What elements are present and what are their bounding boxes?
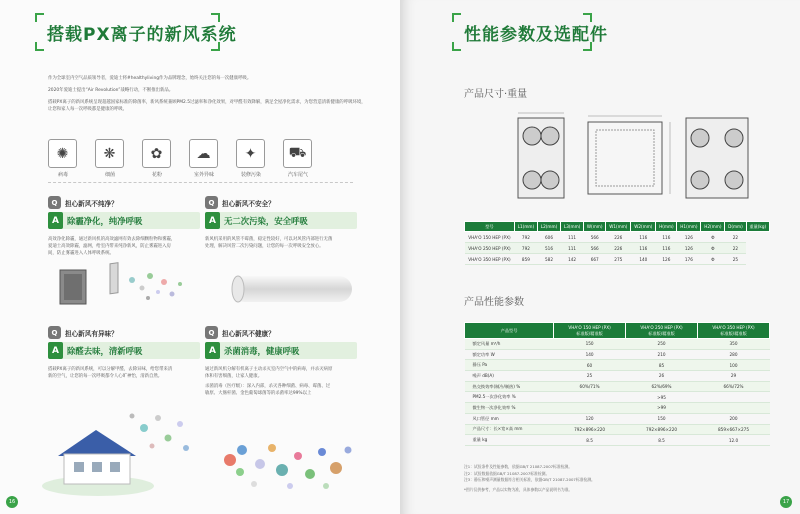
table-cell: 859 bbox=[514, 254, 537, 265]
qa-question: 担心新风不纯净？ bbox=[65, 199, 118, 208]
q-badge: Q bbox=[48, 196, 61, 209]
table-cell: 210 bbox=[626, 349, 698, 360]
feature-label: 汽车尾气 bbox=[287, 172, 308, 178]
table-cell: 142 bbox=[561, 254, 584, 265]
table-cell: 280 bbox=[698, 349, 770, 360]
feature-label: 室外异味 bbox=[193, 172, 214, 178]
molecule-illustration bbox=[210, 420, 360, 500]
qa-body: 杀菌消毒（医疗级）：深入内部，杀灭各种细菌、病毒、霉菌、过敏原、大肠杆菌、金色葡萄球菌等的杀菌率达99%以上 bbox=[205, 384, 331, 396]
qa-body: 新风机采用的风管不霉菌，稳定性较好，可以对风管内部进行无菌处理，解决风管二次污染问题，让您的每一次呼吸安全放心。 bbox=[205, 237, 333, 249]
intro-line-2: 2020年爱迪士提出“Air Revolution”战略行动，不断推出新品。 bbox=[48, 88, 174, 93]
q-badge: Q bbox=[205, 326, 218, 339]
qa-card-safety bbox=[205, 196, 357, 253]
qa-card-purity bbox=[48, 196, 200, 260]
table-cell bbox=[554, 403, 626, 414]
table-cell: 126 bbox=[677, 232, 701, 243]
table-row bbox=[465, 254, 770, 265]
table-cell: 额定功率 W bbox=[465, 349, 554, 360]
qa-body: 搭载PX离子的新风系统，可以分解甲醛，去除异味，给您带来清新的空气，让您的每一次呼吸都令人心旷神怡，清新自然。 bbox=[48, 367, 173, 379]
qa-body: 通过新风机分解有机离子主动杀灭室内空气中的病毒，并杀灭病原体和有害细菌，让家人健康。 bbox=[205, 367, 333, 379]
table-header-cell: VHA'O 350 HEP (PX) 标准版/精准版 bbox=[698, 323, 770, 339]
table-row bbox=[465, 339, 770, 350]
table-cell: 25 bbox=[554, 371, 626, 382]
feature-label: 花粉 bbox=[151, 172, 162, 178]
table-cell: 116 bbox=[656, 232, 677, 243]
footnote: *图片仅供参考，产品以实物为准，具体参数以产品说明书为准。 bbox=[464, 486, 573, 492]
table-cell: 29 bbox=[698, 371, 770, 382]
table-header-cell: W2(mm) bbox=[631, 222, 656, 232]
table-cell: 116 bbox=[656, 243, 677, 254]
table-cell: 606 bbox=[537, 232, 560, 243]
qa-question: 担心新风有异味？ bbox=[65, 329, 118, 338]
filter-illustration bbox=[52, 262, 192, 312]
a-badge: A bbox=[48, 342, 63, 359]
section-title-performance: 产品性能参数 bbox=[464, 297, 524, 308]
table-cell: >99 bbox=[626, 403, 698, 414]
virus-icon: ✺ bbox=[48, 139, 77, 168]
qa-answer: 无二次污染，安全呼吸 bbox=[224, 215, 308, 226]
footnote: 注1：试验条件及性能参数，依据GB/T 21087-2007标准检测。 bbox=[464, 464, 573, 469]
page-number-right: 17 bbox=[780, 496, 792, 508]
table-cell: 140 bbox=[554, 349, 626, 360]
a-badge: A bbox=[205, 342, 220, 359]
table-cell: 25 bbox=[725, 254, 746, 265]
house-illustration bbox=[40, 398, 200, 500]
table-cell: 226 bbox=[606, 232, 631, 243]
table-cell: 62%/69% bbox=[626, 381, 698, 392]
table-cell: VHA'O 350 HEP (PX) bbox=[465, 254, 515, 265]
table-cell: 116 bbox=[631, 232, 656, 243]
table-cell: 60%/71% bbox=[554, 381, 626, 392]
qa-question: 担心新风不健康？ bbox=[222, 329, 275, 338]
table-cell: 静压 Pa bbox=[465, 360, 554, 371]
qa-card-odor bbox=[48, 326, 200, 383]
table-cell: 120 bbox=[554, 413, 626, 424]
table-row bbox=[465, 243, 770, 254]
decoration-pollution-icon: ✦ bbox=[236, 139, 265, 168]
duct-illustration bbox=[222, 268, 362, 308]
table-cell bbox=[554, 392, 626, 403]
table-cell: 126 bbox=[656, 254, 677, 265]
left-page-title: 搭载PX离子的新风系统 bbox=[47, 24, 237, 45]
table-cell: 176 bbox=[677, 254, 701, 265]
car-exhaust-icon: ⛟ bbox=[283, 139, 312, 168]
table-header-cell: H2(mm) bbox=[701, 222, 725, 232]
footnotes bbox=[464, 464, 764, 493]
section-title-dimensions: 产品尺寸·重量 bbox=[464, 89, 528, 100]
table-cell: 60 bbox=[554, 360, 626, 371]
qa-card-health bbox=[205, 326, 357, 400]
table-cell: 100 bbox=[698, 360, 770, 371]
dimension-table bbox=[464, 221, 770, 265]
feature-label: 装修污染 bbox=[240, 172, 261, 178]
table-cell: 140 bbox=[631, 254, 656, 265]
table-cell: 22 bbox=[725, 232, 746, 243]
table-cell: 350 bbox=[698, 339, 770, 350]
feature-car-exhaust bbox=[283, 139, 313, 178]
a-badge: A bbox=[205, 212, 220, 229]
table-header-cell: VHA'O 150 HEP (PX) 标准版/精准版 bbox=[554, 323, 626, 339]
table-cell bbox=[698, 392, 770, 403]
table-cell: 792×896×220 bbox=[626, 424, 698, 435]
feature-virus bbox=[48, 139, 78, 178]
q-badge: Q bbox=[205, 196, 218, 209]
table-cell: Φ bbox=[701, 243, 725, 254]
table-cell: 566 bbox=[584, 232, 606, 243]
page-number-left: 16 bbox=[6, 496, 18, 508]
table-cell: 667 bbox=[584, 254, 606, 265]
table-cell: 250 bbox=[626, 339, 698, 350]
footnote: 注2：试验数据依据GB/T 21087-2007标准检测。 bbox=[464, 470, 550, 476]
table-row bbox=[465, 413, 770, 424]
table-row bbox=[465, 392, 770, 403]
table-cell: 111 bbox=[561, 232, 584, 243]
q-badge: Q bbox=[48, 326, 61, 339]
table-cell: 859×667×275 bbox=[698, 424, 770, 435]
table-row bbox=[465, 435, 770, 446]
table-cell: 792 bbox=[514, 243, 537, 254]
table-row bbox=[465, 371, 770, 382]
table-cell: 微生物一次净化效率 % bbox=[465, 403, 554, 414]
performance-table bbox=[464, 322, 770, 446]
table-cell: 226 bbox=[606, 243, 631, 254]
table-cell bbox=[698, 403, 770, 414]
intro-line-1: 作为全球室内空气品质领导者，爱迪士将#healthyliving作为品牌理念，始终关注您的每一次健康呼吸。 bbox=[48, 76, 252, 81]
table-cell: 66%/72% bbox=[698, 381, 770, 392]
table-header-cell: L2(mm) bbox=[537, 222, 560, 232]
table-cell: 792×896×220 bbox=[554, 424, 626, 435]
table-row bbox=[465, 232, 770, 243]
qa-answer: 除醛去味，清新呼吸 bbox=[67, 345, 143, 356]
table-cell: 111 bbox=[561, 243, 584, 254]
table-header-cell: H1(mm) bbox=[677, 222, 701, 232]
flower-icon: ✿ bbox=[142, 139, 171, 168]
table-header-cell: 型号 bbox=[465, 222, 515, 232]
qa-question: 担心新风不安全？ bbox=[222, 199, 275, 208]
table-header-cell: 重量(kg) bbox=[746, 222, 769, 232]
qa-body: 高效净化除霾，通过新风机的高效滤网有效去除细颗粒物和雾霾，爱迪士高效除霾，滤网，给室内带来纯净新风，防止雾霾进入房间，防止雾霾进入人体呼吸系统。 bbox=[48, 237, 176, 256]
table-cell: 566 bbox=[584, 243, 606, 254]
table-cell: 582 bbox=[537, 254, 560, 265]
feature-outdoor-odor bbox=[189, 139, 219, 178]
feature-icons bbox=[48, 139, 313, 178]
dimension-drawings bbox=[510, 108, 770, 208]
table-cell: 8.5 bbox=[626, 435, 698, 446]
table-cell: 额定风量 m³/h bbox=[465, 339, 554, 350]
qa-answer: 除霾净化，纯净呼吸 bbox=[67, 215, 143, 226]
table-header-cell: H(mm) bbox=[656, 222, 677, 232]
table-cell: 126 bbox=[677, 243, 701, 254]
table-cell: Φ bbox=[701, 232, 725, 243]
table-cell: VHA'O 150 HEP (PX) bbox=[465, 232, 515, 243]
table-header-cell: 产品型号 bbox=[465, 323, 554, 339]
feature-label: 病毒 bbox=[57, 172, 68, 178]
table-cell: 516 bbox=[537, 243, 560, 254]
feature-divider bbox=[48, 182, 353, 183]
table-cell: 8.5 bbox=[554, 435, 626, 446]
table-cell: 22 bbox=[725, 243, 746, 254]
table-row bbox=[465, 349, 770, 360]
table-cell: 12.0 bbox=[698, 435, 770, 446]
right-page-title: 性能参数及选配件 bbox=[464, 24, 608, 45]
table-cell: 116 bbox=[631, 243, 656, 254]
table-header-cell: W(mm) bbox=[584, 222, 606, 232]
table-header-cell: L1(mm) bbox=[514, 222, 537, 232]
right-title-box bbox=[452, 13, 608, 51]
outdoor-odor-icon: ☁ bbox=[189, 139, 218, 168]
table-cell: 风口管径 mm bbox=[465, 413, 554, 424]
table-header-cell: W1(mm) bbox=[606, 222, 631, 232]
table-cell: 85 bbox=[626, 360, 698, 371]
table-row bbox=[465, 381, 770, 392]
table-cell: PM2.5一次净化效率 % bbox=[465, 392, 554, 403]
table-cell: 792 bbox=[514, 232, 537, 243]
a-badge: A bbox=[48, 212, 63, 229]
qa-answer: 杀菌消毒，健康呼吸 bbox=[224, 345, 300, 356]
table-cell: 26 bbox=[626, 371, 698, 382]
table-cell: 热交换效率(制冷/制热) % bbox=[465, 381, 554, 392]
table-header-cell: VHA'O 250 HEP (PX) 标准版/精准版 bbox=[626, 323, 698, 339]
table-row bbox=[465, 424, 770, 435]
table-cell: 产品尺寸：长×宽×高 mm bbox=[465, 424, 554, 435]
feature-label: 细菌 bbox=[104, 172, 115, 178]
table-cell: 噪声 dB(A) bbox=[465, 371, 554, 382]
table-header-cell: L3(mm) bbox=[561, 222, 584, 232]
table-cell: 重量 kg bbox=[465, 435, 554, 446]
table-cell: 150 bbox=[554, 339, 626, 350]
table-header-cell: D(mm) bbox=[725, 222, 746, 232]
table-row bbox=[465, 403, 770, 414]
table-cell: VHA'O 250 HEP (PX) bbox=[465, 243, 515, 254]
table-cell: 200 bbox=[698, 413, 770, 424]
footnote: 注3：静压和噪声测量数据符合相关标准，依据GB/T 21087-2007标准检测。 bbox=[464, 477, 595, 482]
table-cell: 150 bbox=[626, 413, 698, 424]
left-title-box bbox=[35, 13, 237, 51]
table-row bbox=[465, 360, 770, 371]
table-cell: Φ bbox=[701, 254, 725, 265]
table-cell: 275 bbox=[606, 254, 631, 265]
feature-decoration-pollution bbox=[236, 139, 266, 178]
bacteria-icon: ❋ bbox=[95, 139, 124, 168]
feature-bacteria bbox=[95, 139, 125, 178]
table-cell: >95 bbox=[626, 392, 698, 403]
feature-pollen bbox=[142, 139, 172, 178]
intro-line-3: 搭载PX离子的新风系统呈现超越国家标准的除菌率，新风系统兼顾PM2.5过滤率和净化效果，对甲醛有效降解，满足全屋净化需求，为您营造清新健康的呼吸环境，让您和家人每一次呼吸都是健康的呼吸。 bbox=[48, 100, 366, 112]
